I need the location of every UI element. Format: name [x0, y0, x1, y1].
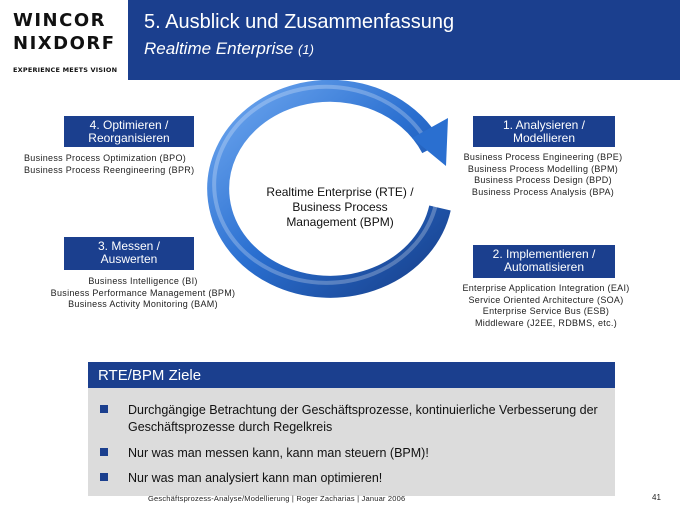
stage-analyze-desc	[452, 152, 634, 198]
desc-line: Business Process Design (BPD)	[474, 175, 612, 185]
page-number: 41	[652, 493, 661, 502]
center-line: Management (BPM)	[286, 215, 394, 229]
stage-label-line: Reorganisieren	[88, 131, 170, 145]
desc-line: Business Process Analysis (BPA)	[471, 186, 615, 197]
stage-measure-desc	[48, 276, 238, 311]
slide-title: 5. Ausblick und Zusammenfassung	[144, 11, 455, 33]
footer-text: Geschäftsprozess-Analyse/Modellierung | Roger Zacharias | Januar 2006	[148, 494, 406, 503]
desc-line: Service Oriented Architecture (SOA)	[468, 294, 624, 305]
stage-label-line: Automatisieren	[503, 260, 585, 274]
desc-line: Business Activity Monitoring (BAM)	[68, 299, 218, 309]
desc-line: Business Performance Management (BPM)	[50, 287, 236, 298]
desc-line: Business Process Engineering (BPE)	[463, 152, 623, 162]
goal-text: Nur was man messen kann, kann man steuern (BPM)!	[128, 446, 429, 460]
square-bullet-icon	[100, 448, 108, 456]
slide-subtitle	[144, 39, 314, 59]
stage-label-line: 1. Analysieren /	[502, 118, 586, 132]
stage-label-line: Auswerten	[100, 252, 158, 266]
stage-implement-box	[473, 245, 615, 278]
stage-label-line: 4. Optimieren /	[89, 118, 169, 132]
subtitle-text: Realtime Enterprise	[144, 39, 294, 58]
header-band	[128, 0, 680, 80]
stage-optimize-desc	[24, 153, 194, 176]
goals-panel	[88, 388, 615, 496]
stage-label-line: Modellieren	[512, 131, 576, 145]
stage-analyze-box	[473, 116, 615, 147]
goal-text: Durchgängige Betrachtung der Geschäftsprozesse, kontinuierliche Verbesserung der Geschäftsprozesse durch Regelkreis	[128, 403, 598, 434]
goal-text: Nur was man analysiert kann man optimieren!	[128, 471, 383, 485]
center-line: Realtime Enterprise (RTE) /	[266, 185, 414, 199]
desc-line: Enterprise Service Bus (ESB)	[482, 306, 610, 316]
desc-line: Enterprise Application Integration (EAI)	[462, 283, 630, 293]
stage-optimize-box	[64, 116, 194, 147]
square-bullet-icon	[100, 405, 108, 413]
subtitle-number: (1)	[298, 42, 314, 57]
stage-label-line: 3. Messen /	[97, 239, 161, 253]
logo-tagline: EXPERIENCE MEETS VISION	[13, 66, 118, 74]
stage-implement-desc	[448, 283, 644, 329]
desc-line: Business Process Reengineering (BPR)	[24, 164, 195, 175]
logo-line-2: NIXDORF	[13, 33, 116, 54]
logo-line-1: WINCOR	[13, 10, 106, 31]
desc-line: Business Intelligence (BI)	[88, 276, 198, 286]
company-logo	[0, 0, 128, 80]
cycle-center-label	[260, 185, 420, 230]
stage-label-line: 2. Implementieren /	[492, 247, 596, 261]
stage-measure-box	[64, 237, 194, 270]
center-line: Business Process	[292, 200, 388, 214]
desc-line: Middleware (J2EE, RDBMS, etc.)	[474, 317, 618, 328]
goals-heading: RTE/BPM Ziele	[88, 362, 615, 388]
square-bullet-icon	[100, 473, 108, 481]
desc-line: Business Process Modelling (BPM)	[467, 163, 619, 174]
desc-line: Business Process Optimization (BPO)	[24, 153, 187, 163]
